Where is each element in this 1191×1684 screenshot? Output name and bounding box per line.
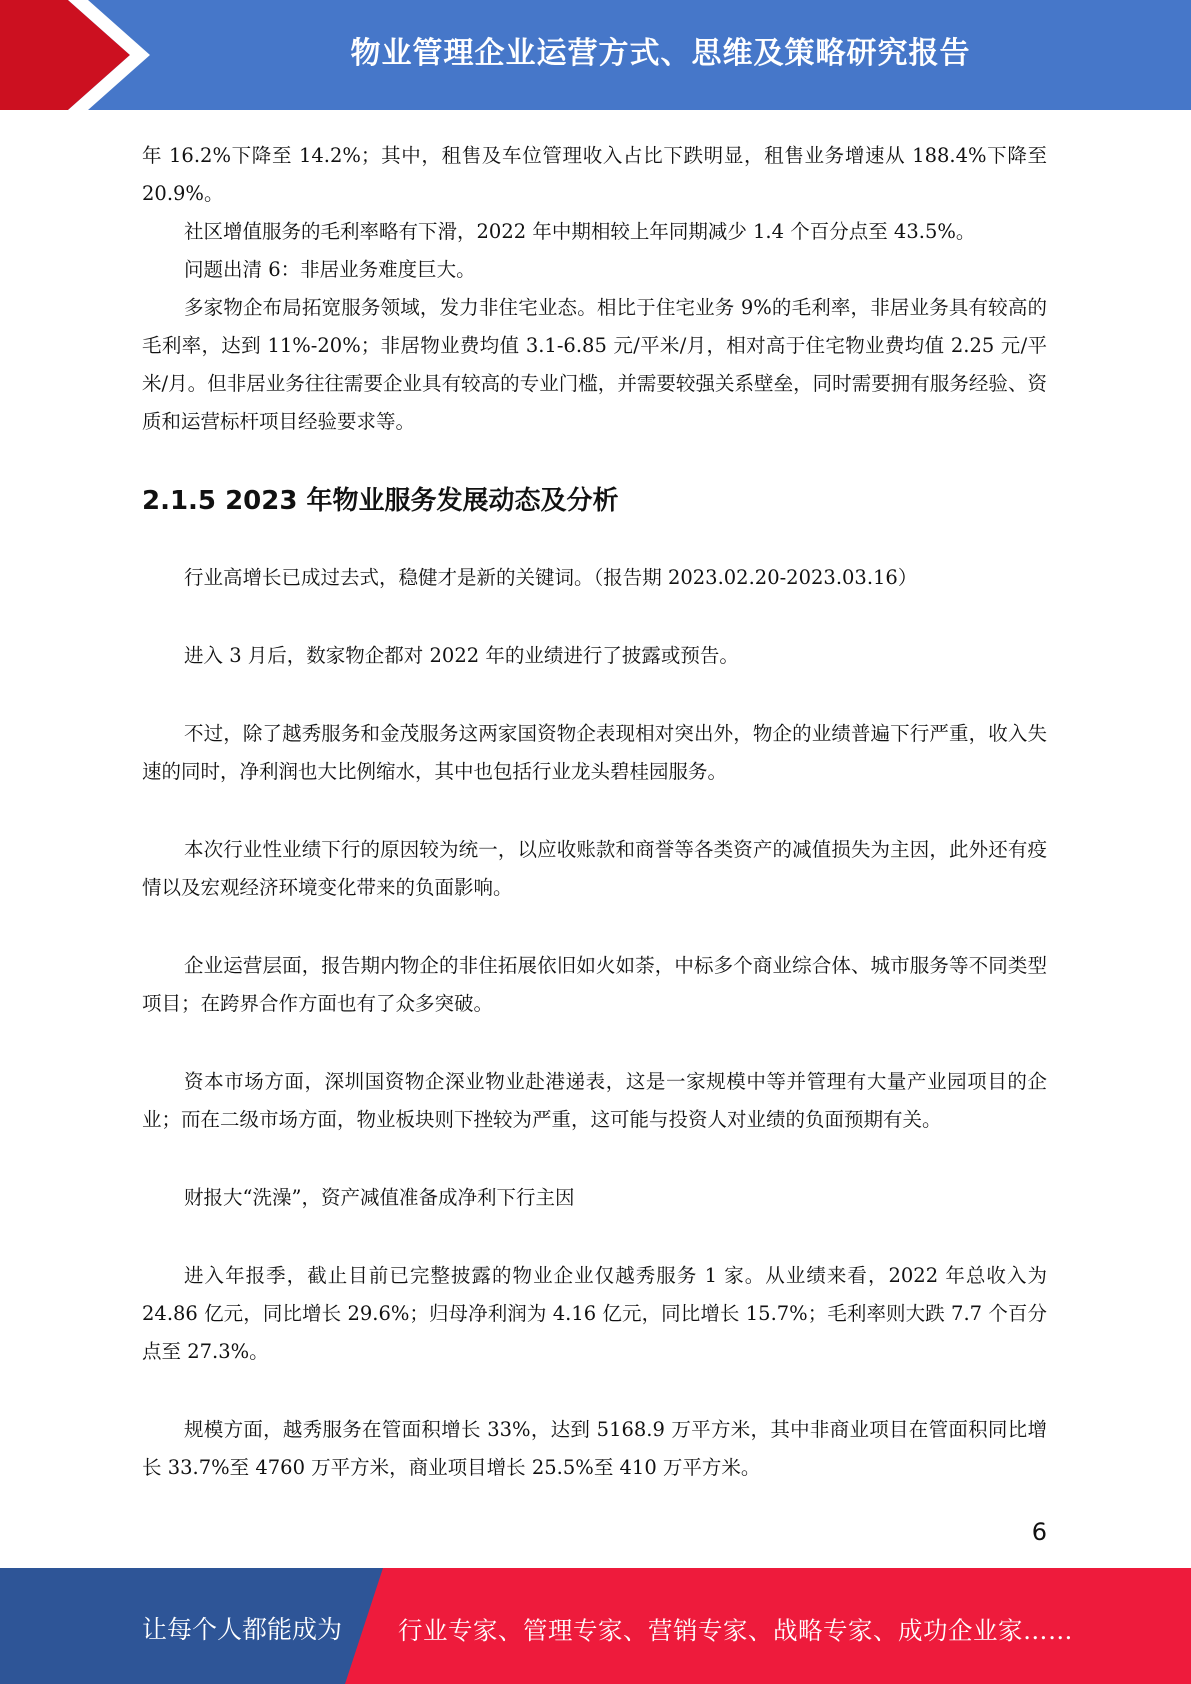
paragraph: 资本市场方面，深圳国资物企深业物业赴港递表，这是一家规模中等并管理有大量产业园项目的企业；而在二级市场方面，物业板块则下挫较为严重，这可能与投资人对业绩的负面预期有关。 xyxy=(142,1070,1047,1131)
paragraph: 多家物企布局拓宽服务领域，发力非住宅业态。相比于住宅业务 9%的毛利率，非居业务具有较高的毛利率，达到 11%-20%；非居物业费均值 3.1-6.85 元/平米/月，相对高于住宅物业费均值 2.25 元/平米/月。但非居业务往往需要企业具有较高的专业门槛，并需要较强关系壁垒，同时需要拥有服务经验、资质和运营标杆项目经验要求等。 xyxy=(142,296,1047,433)
paragraph: 企业运营层面，报告期内物企的非住拓展依旧如火如荼，中标多个商业综合体、城市服务等不同类型项目；在跨界合作方面也有了众多突破。 xyxy=(142,954,1047,1015)
page-body xyxy=(142,137,1047,1487)
header-band xyxy=(0,0,1191,110)
paragraph: 行业高增长已成过去式，稳健才是新的关键词。（报告期 2023.02.20-2023.03.16） xyxy=(184,566,918,589)
footer-slogan-right: 行业专家、管理专家、营销专家、战略专家、成功企业家…… xyxy=(398,1616,1073,1645)
paragraph: 进入 3 月后，数家物企都对 2022 年的业绩进行了披露或预告。 xyxy=(184,644,739,667)
paragraph: 问题出清 6：非居业务难度巨大。 xyxy=(184,258,476,281)
paragraph: 进入年报季，截止目前已完整披露的物业企业仅越秀服务 1 家。从业绩来看，2022 年总收入为 24.86 亿元，同比增长 29.6%；归母净利润为 4.16 亿元，同比增长 15.7%；毛利率则大跌 7.7 个百分点至 27.3%。 xyxy=(142,1264,1047,1363)
section-heading: 2.1.5 2023 年物业服务发展动态及分析 xyxy=(142,486,619,516)
paragraph: 不过，除了越秀服务和金茂服务这两家国资物企表现相对突出外，物企的业绩普遍下行严重，收入失速的同时，净利润也大比例缩水，其中也包括行业龙头碧桂园服务。 xyxy=(142,722,1047,783)
paragraph: 规模方面，越秀服务在管面积增长 33%，达到 5168.9 万平方米，其中非商业项目在管面积同比增长 33.7%至 4760 万平方米，商业项目增长 25.5%至 410 万平方米。 xyxy=(142,1418,1047,1479)
page-number: 6 xyxy=(1031,1518,1047,1546)
paragraph: 本次行业性业绩下行的原因较为统一，以应收账款和商誉等各类资产的减值损失为主因，此外还有疫情以及宏观经济环境变化带来的负面影响。 xyxy=(142,838,1047,899)
footer-band xyxy=(0,1568,1191,1684)
report-title: 物业管理企业运营方式、思维及策略研究报告 xyxy=(350,36,971,71)
paragraph: 社区增值服务的毛利率略有下滑，2022 年中期相较上年同期减少 1.4 个百分点至 43.5%。 xyxy=(184,220,976,243)
paragraph: 年 16.2%下降至 14.2%；其中，租售及车位管理收入占比下跌明显，租售业务增速从 188.4%下降至 20.9%。 xyxy=(142,144,1047,205)
footer-slogan-left: 让每个人都能成为 xyxy=(142,1615,343,1644)
paragraph: 财报大“洗澡”，资产减值准备成净利下行主因 xyxy=(184,1186,575,1209)
